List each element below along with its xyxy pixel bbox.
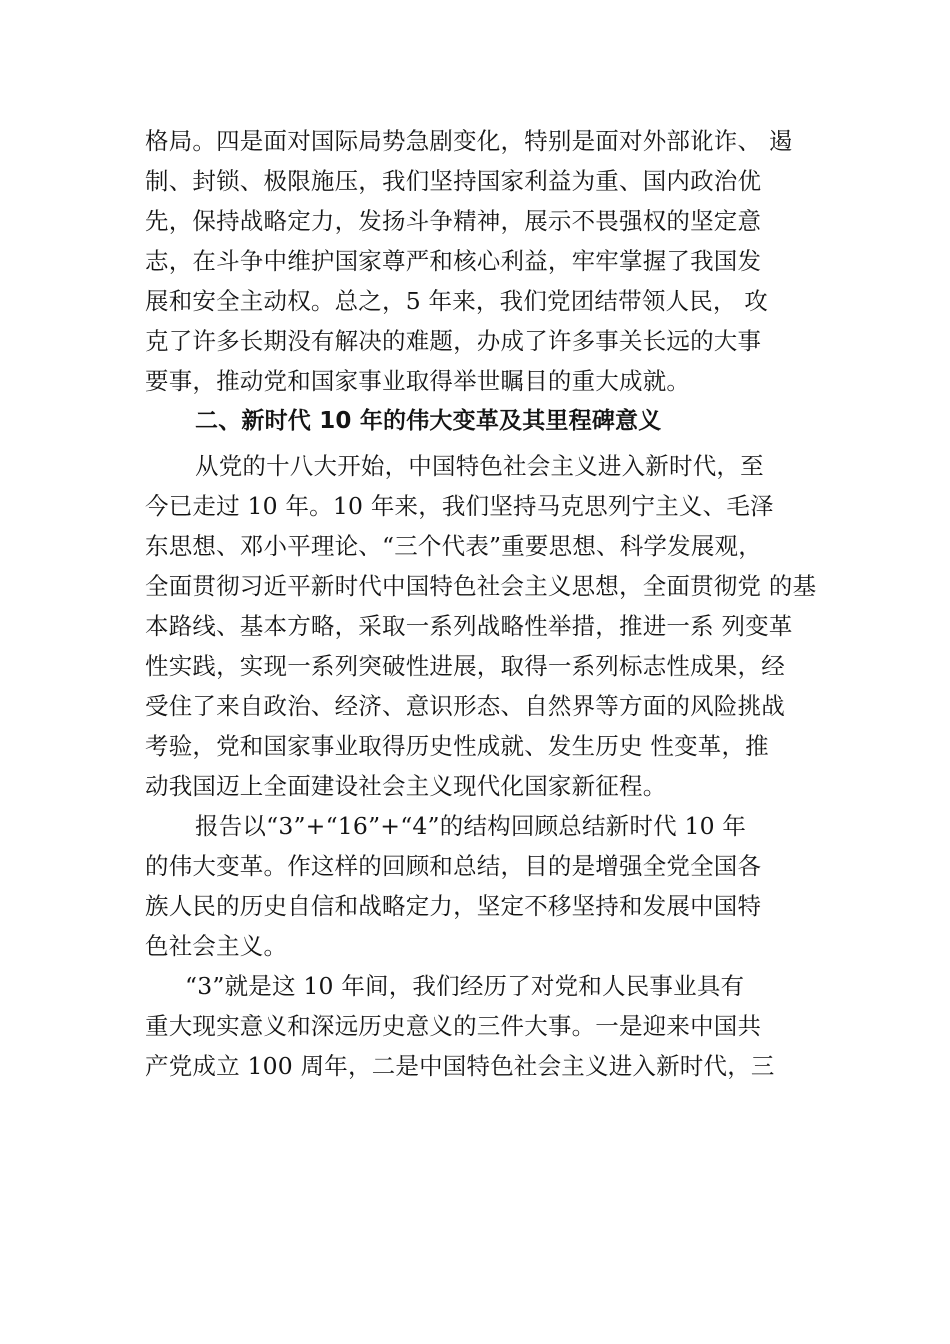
text-line: 格局。四是面对国际局势急剧变化，特别是面对外部讹诈、 遏 (145, 127, 793, 155)
text-line: 要事，推动党和国家事业取得举世瞩目的重大成就。 (145, 367, 691, 395)
section-heading: 二、新时代 10 年的伟大变革及其里程碑意义 (195, 408, 662, 434)
text-line: 报告以“3”+“16”+“4”的结构回顾总结新时代 10 年 (195, 812, 747, 840)
text-line: 产党成立 100 周年，二是中国特色社会主义进入新时代，三 (145, 1052, 775, 1080)
text-line: 考验，党和国家事业取得历史性成就、发生历史 性变革，推 (145, 732, 769, 760)
text-line: 重大现实意义和深远历史意义的三件大事。一是迎来中国共 (145, 1012, 762, 1040)
text-line: 受住了来自政治、经济、意识形态、自然界等方面的风险挑战 (145, 692, 785, 720)
text-line: 展和安全主动权。总之，5 年来，我们党团结带领人民， 攻 (145, 287, 768, 315)
text-line: 本路线、基本方略，采取一系列战略性举措，推进一系 列变革 (145, 612, 793, 640)
text-line: 先，保持战略定力，发扬斗争精神，展示不畏强权的坚定意 (145, 207, 762, 235)
text-line: 东思想、邓小平理论、“三个代表”重要思想、科学发展观， (145, 532, 762, 560)
text-line: 今已走过 10 年。10 年来，我们坚持马克思列宁主义、毛泽 (145, 492, 774, 520)
text-line: 克了许多长期没有解决的难题，办成了许多事关长远的大事 (145, 327, 762, 355)
text-line: 性实践，实现一系列突破性进展，取得一系列标志性成果，经 (145, 652, 785, 680)
text-line: 动我国迈上全面建设社会主义现代化国家新征程。 (145, 772, 667, 800)
text-line: 全面贯彻习近平新时代中国特色社会主义思想，全面贯彻党 的基 (145, 572, 817, 600)
text-line: 的伟大变革。作这样的回顾和总结，目的是增强全党全国各 (145, 852, 762, 880)
text-line: 从党的十八大开始，中国特色社会主义进入新时代，至 (195, 452, 764, 480)
text-line: “3”就是这 10 年间，我们经历了对党和人民事业具有 (185, 972, 745, 1000)
text-line: 制、封锁、极限施压，我们坚持国家利益为重、国内政治优 (145, 167, 762, 195)
text-line: 色社会主义。 (145, 932, 288, 960)
text-line: 族人民的历史自信和战略定力，坚定不移坚持和发展中国特 (145, 892, 762, 920)
text-line: 志，在斗争中维护国家尊严和核心利益，牢牢掌握了我国发 (145, 247, 762, 275)
